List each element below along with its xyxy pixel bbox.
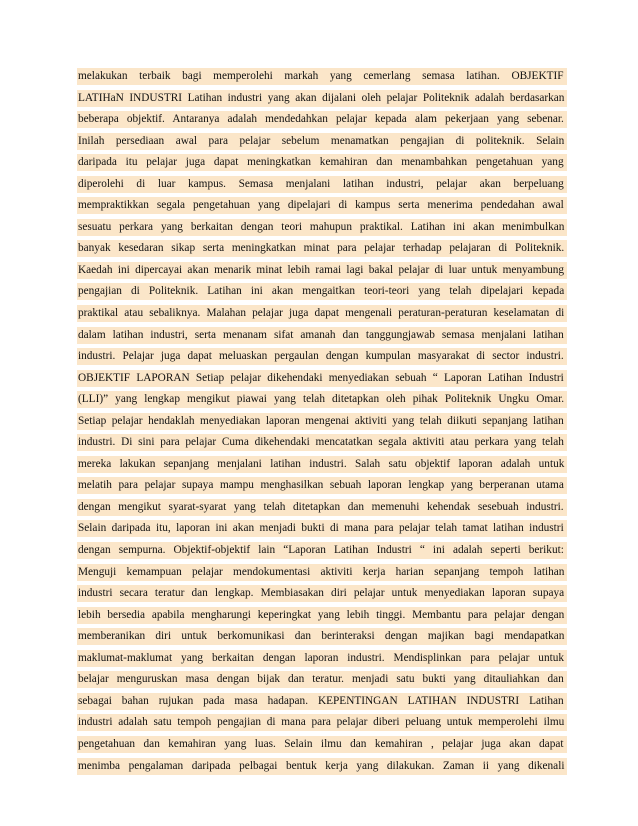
text-line-content: (LLI)” yang lengkap mengikut piawai yang telah ditetapkan oleh pihak Politeknik Ungku Omar. — [77, 391, 567, 408]
text-line — [77, 197, 565, 219]
text-line — [77, 68, 565, 90]
text-line — [77, 305, 565, 327]
text-line-content: Kaedah ini dipercayai akan menarik minat lebih ramai lagi bakal pelajar di luar untuk menyambung — [77, 262, 567, 279]
text-line-content: praktikal atau sebaliknya. Malahan pelajar juga dapat mengenali peraturan-peraturan keselamatan di — [77, 305, 567, 322]
text-line-content: LATIHaN INDUSTRI Latihan industri yang akan dijalani oleh pelajar Politeknik adalah berdasarkan — [77, 90, 567, 107]
text-line — [77, 564, 565, 586]
text-line — [77, 456, 565, 478]
text-line — [77, 671, 565, 693]
body-text — [77, 68, 565, 779]
text-line-content: industri. Di sini para pelajar Cuma dikehendaki mencatatkan segala aktiviti atau perkara yang telah — [77, 434, 567, 451]
text-line — [77, 585, 565, 607]
text-line — [77, 607, 565, 629]
text-line — [77, 714, 565, 736]
text-line-content: Selain daripada itu, laporan ini akan menjadi bukti di mana para pelajar telah tamat latihan industri — [77, 520, 567, 537]
text-line — [77, 154, 565, 176]
text-line-content: industri. Pelajar juga dapat meluaskan pergaulan dengan kumpulan masyarakat di sector industri. — [77, 348, 567, 365]
text-line-content: beberapa objektif. Antaranya adalah mendedahkan pelajar kepada alam pekerjaan yang sebenar. — [77, 111, 567, 128]
text-line-content: banyak kesedaran sikap serta meningkatkan minat para pelajar terhadap pelajaran di Politeknik. — [77, 240, 567, 257]
text-line — [77, 133, 565, 155]
text-line — [77, 370, 565, 392]
text-line — [77, 283, 565, 305]
text-line — [77, 348, 565, 370]
text-line — [77, 240, 565, 262]
text-line — [77, 628, 565, 650]
text-line-content: diperolehi di luar kampus. Semasa menjalani latihan industri, pelajar akan berpeluang — [77, 176, 567, 193]
text-line — [77, 520, 565, 542]
text-line — [77, 434, 565, 456]
text-line — [77, 391, 565, 413]
text-line — [77, 693, 565, 715]
text-line — [77, 262, 565, 284]
text-line-content: lebih bersedia apabila mengharungi keperingkat yang lebih tinggi. Membantu para pelajar dengan — [77, 607, 567, 624]
text-line-content: Setiap pelajar hendaklah menyediakan laporan mengenai aktiviti yang telah diikuti sepanjang latihan — [77, 413, 567, 430]
text-line-content: memberanikan diri untuk berkomunikasi dan berinteraksi dengan majikan bagi mendapatkan — [77, 628, 567, 645]
text-line-content: mempraktikkan segala pengetahuan yang dipelajari di kampus serta menerima pendedahan awal — [77, 197, 567, 214]
text-line — [77, 477, 565, 499]
text-line-content: pengajian di Politeknik. Latihan ini akan mengaitkan teori-teori yang telah dipelajari kepada — [77, 283, 567, 300]
text-line-content: melakukan terbaik bagi memperolehi markah yang cemerlang semasa latihan. OBJEKTIF — [77, 68, 567, 85]
text-line-content: Inilah persediaan awal para pelajar sebelum menamatkan pengajian di politeknik. Selain — [77, 133, 567, 150]
text-line-content: Menguji kemampuan pelajar mendokumentasi aktiviti kerja harian sepanjang tempoh latihan — [77, 564, 567, 581]
text-line — [77, 736, 565, 758]
text-line-content: belajar menguruskan masa dengan bijak dan teratur. menjadi satu bukti yang ditauliahkan dan — [77, 671, 567, 688]
text-line-content: sebagai bahan rujukan pada masa hadapan. KEPENTINGAN LATIHAN INDUSTRI Latihan — [77, 693, 567, 710]
text-line — [77, 176, 565, 198]
text-line-content: dalam latihan industri, serta menanam sifat amanah dan tanggungjawab semasa menjalani latihan — [77, 327, 567, 344]
text-line-content: sesuatu perkara yang berkaitan dengan teori mahupun praktikal. Latihan ini akan menimbulkan — [77, 219, 567, 236]
text-line-content: industri adalah satu tempoh pengajian di mana para pelajar diberi peluang untuk memperolehi ilmu — [77, 714, 567, 731]
text-line — [77, 327, 565, 349]
text-line — [77, 90, 565, 112]
text-line-content: dengan mengikut syarat-syarat yang telah ditetapkan dan memenuhi kehendak sesebuah industri. — [77, 499, 567, 516]
text-line-content: melatih para pelajar supaya mampu menghasilkan sebuah laporan lengkap yang berperanan utama — [77, 477, 567, 494]
text-line-content: daripada itu pelajar juga dapat meningkatkan kemahiran dan menambahkan pengetahuan yang — [77, 154, 567, 171]
text-line-content: maklumat-maklumat yang berkaitan dengan laporan industri. Mendisplinkan para pelajar untuk — [77, 650, 567, 667]
text-line — [77, 413, 565, 435]
text-line — [77, 111, 565, 133]
text-line-content: dengan sempurna. Objektif-objektif lain “Laporan Latihan Industri “ ini adalah seperti berikut: — [77, 542, 567, 559]
text-line — [77, 758, 565, 780]
text-line-content: mereka lakukan sepanjang menjalani latihan industri. Salah satu objektif laporan adalah untuk — [77, 456, 567, 473]
text-line-content: pengetahuan dan kemahiran yang luas. Selain ilmu dan kemahiran , pelajar juga akan dapat — [77, 736, 567, 753]
text-line-content: menimba pengalaman daripada pelbagai bentuk kerja yang dilakukan. Zaman ii yang dikenali — [77, 758, 567, 775]
text-line — [77, 542, 565, 564]
text-line-content: industri secara teratur dan lengkap. Membiasakan diri pelajar untuk menyediakan laporan supaya — [77, 585, 567, 602]
text-line — [77, 499, 565, 521]
text-line-content: OBJEKTIF LAPORAN Setiap pelajar dikehendaki menyediakan sebuah “ Laporan Latihan Industri — [77, 370, 567, 387]
text-line — [77, 219, 565, 241]
text-line — [77, 650, 565, 672]
